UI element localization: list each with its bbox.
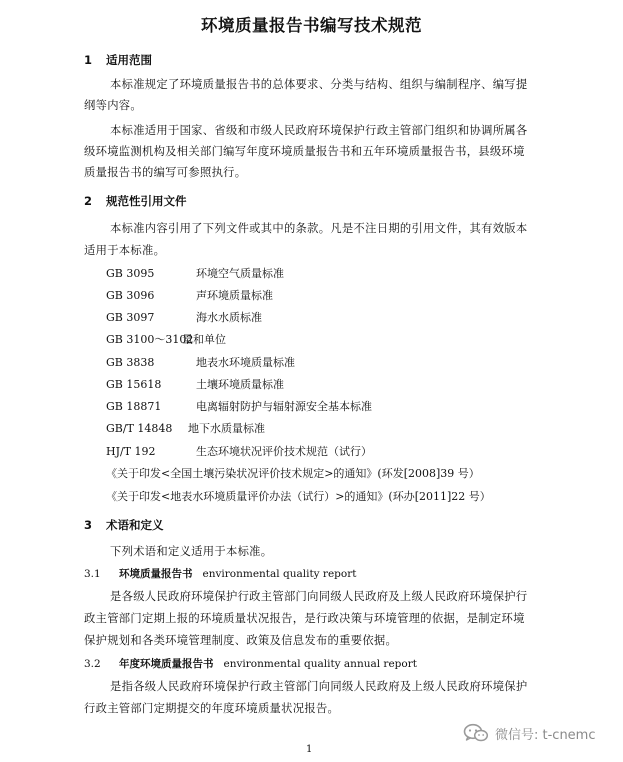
reference-item — [106, 354, 295, 370]
term-3-2-english: environmental quality annual report — [223, 658, 417, 670]
reference-code: GB/T 14848 — [106, 422, 173, 435]
reference-code: GB 3838 — [106, 356, 155, 369]
section-1-para-2-line-2: 级环境监测机构及相关部门编写年度环境质量报告书和五年环境质量报告书，县级环境 — [84, 145, 525, 158]
section-3-heading — [84, 517, 164, 533]
section-2-number: 2 — [84, 194, 93, 208]
term-3-2-body-line-2: 行政主管部门定期提交的年度环境质量状况报告。 — [84, 702, 340, 715]
reference-item — [106, 398, 372, 414]
reference-item — [106, 265, 284, 281]
section-1-para-2-line-3: 质量报告书的编写可参照执行。 — [84, 166, 247, 179]
term-3-2-body-line-1: 是指各级人民政府环境保护行政主管部门向同级人民政府及上级人民政府环境保护 — [110, 680, 528, 693]
term-3-1-heading — [84, 566, 356, 581]
wechat-id-text: 微信号: t-cnemc — [495, 727, 596, 743]
term-3-1-body-line-3: 保护规划和各类环境管理制度、政策及信息发布的重要依据。 — [84, 634, 398, 647]
term-3-2-name: 年度环境质量报告书 — [119, 658, 214, 670]
section-1-heading — [84, 52, 152, 68]
wechat-icon — [463, 723, 489, 743]
reference-name: 地下水质量标准 — [188, 422, 265, 435]
section-2-intro-line-1: 本标准内容引用了下列文件或其中的条款。凡是不注日期的引用文件，其有效版本 — [110, 222, 528, 235]
document-title: 环境质量报告书编写技术规范 — [201, 16, 422, 35]
reference-name: 环境空气质量标准 — [196, 267, 284, 280]
cited-notice-1: 《关于印发<全国土壤污染状况评价技术规定>的通知》(环发[2008]39 号） — [106, 467, 480, 480]
term-3-1-body-line-2: 政主管部门定期上报的环境质量状况报告，是行政决策与环境管理的依据，是制定环境 — [84, 612, 525, 625]
cited-notice-2: 《关于印发<地表水环境质量评价办法（试行）>的通知》(环办[2011]22 号） — [106, 490, 491, 503]
term-3-1-number: 3.1 — [84, 568, 101, 580]
reference-name: 海水水质标准 — [196, 311, 262, 324]
reference-code: HJ/T 192 — [106, 445, 156, 458]
wechat-watermark — [463, 722, 596, 744]
section-3-number: 3 — [84, 518, 93, 532]
reference-code: GB 3096 — [106, 289, 155, 302]
term-3-2-heading — [84, 656, 417, 671]
reference-code: GB 15618 — [106, 378, 162, 391]
section-2-intro-line-2: 适用于本标准。 — [84, 244, 166, 257]
term-3-1-name: 环境质量报告书 — [119, 568, 193, 580]
section-2-heading — [84, 193, 187, 209]
section-1-title: 适用范围 — [106, 53, 152, 67]
reference-name: 量和单位 — [182, 333, 226, 346]
section-1-para-1-line-1: 本标准规定了环境质量报告书的总体要求、分类与结构、组织与编制程序、编写提 — [110, 78, 528, 91]
section-1-para-1-line-2: 纲等内容。 — [84, 99, 142, 112]
reference-code: GB 18871 — [106, 400, 162, 413]
reference-code: GB 3097 — [106, 311, 155, 324]
term-3-1-english: environmental quality report — [202, 568, 357, 580]
reference-item — [106, 287, 273, 303]
reference-code: GB 3100～3102 — [106, 333, 194, 346]
reference-name: 电离辐射防护与辐射源安全基本标准 — [196, 400, 372, 413]
reference-item — [106, 309, 262, 325]
term-3-2-number: 3.2 — [84, 658, 101, 670]
reference-name: 土壤环境质量标准 — [196, 378, 284, 391]
section-3-intro: 下列术语和定义适用于本标准。 — [110, 545, 273, 558]
section-3-title: 术语和定义 — [106, 518, 164, 532]
reference-item — [106, 376, 284, 392]
reference-code: GB 3095 — [106, 267, 155, 280]
page-number: 1 — [306, 744, 313, 755]
reference-name: 地表水环境质量标准 — [196, 356, 295, 369]
reference-item — [106, 420, 265, 436]
reference-item — [106, 331, 226, 347]
reference-name: 声环境质量标准 — [196, 289, 273, 302]
reference-item — [106, 443, 372, 459]
section-1-number: 1 — [84, 53, 93, 67]
term-3-1-body-line-1: 是各级人民政府环境保护行政主管部门向同级人民政府及上级人民政府环境保护行 — [110, 590, 528, 603]
reference-name: 生态环境状况评价技术规范（试行） — [196, 445, 372, 458]
section-1-para-2-line-1: 本标准适用于国家、省级和市级人民政府环境保护行政主管部门组织和协调所属各 — [110, 124, 528, 137]
section-2-title: 规范性引用文件 — [106, 194, 187, 208]
